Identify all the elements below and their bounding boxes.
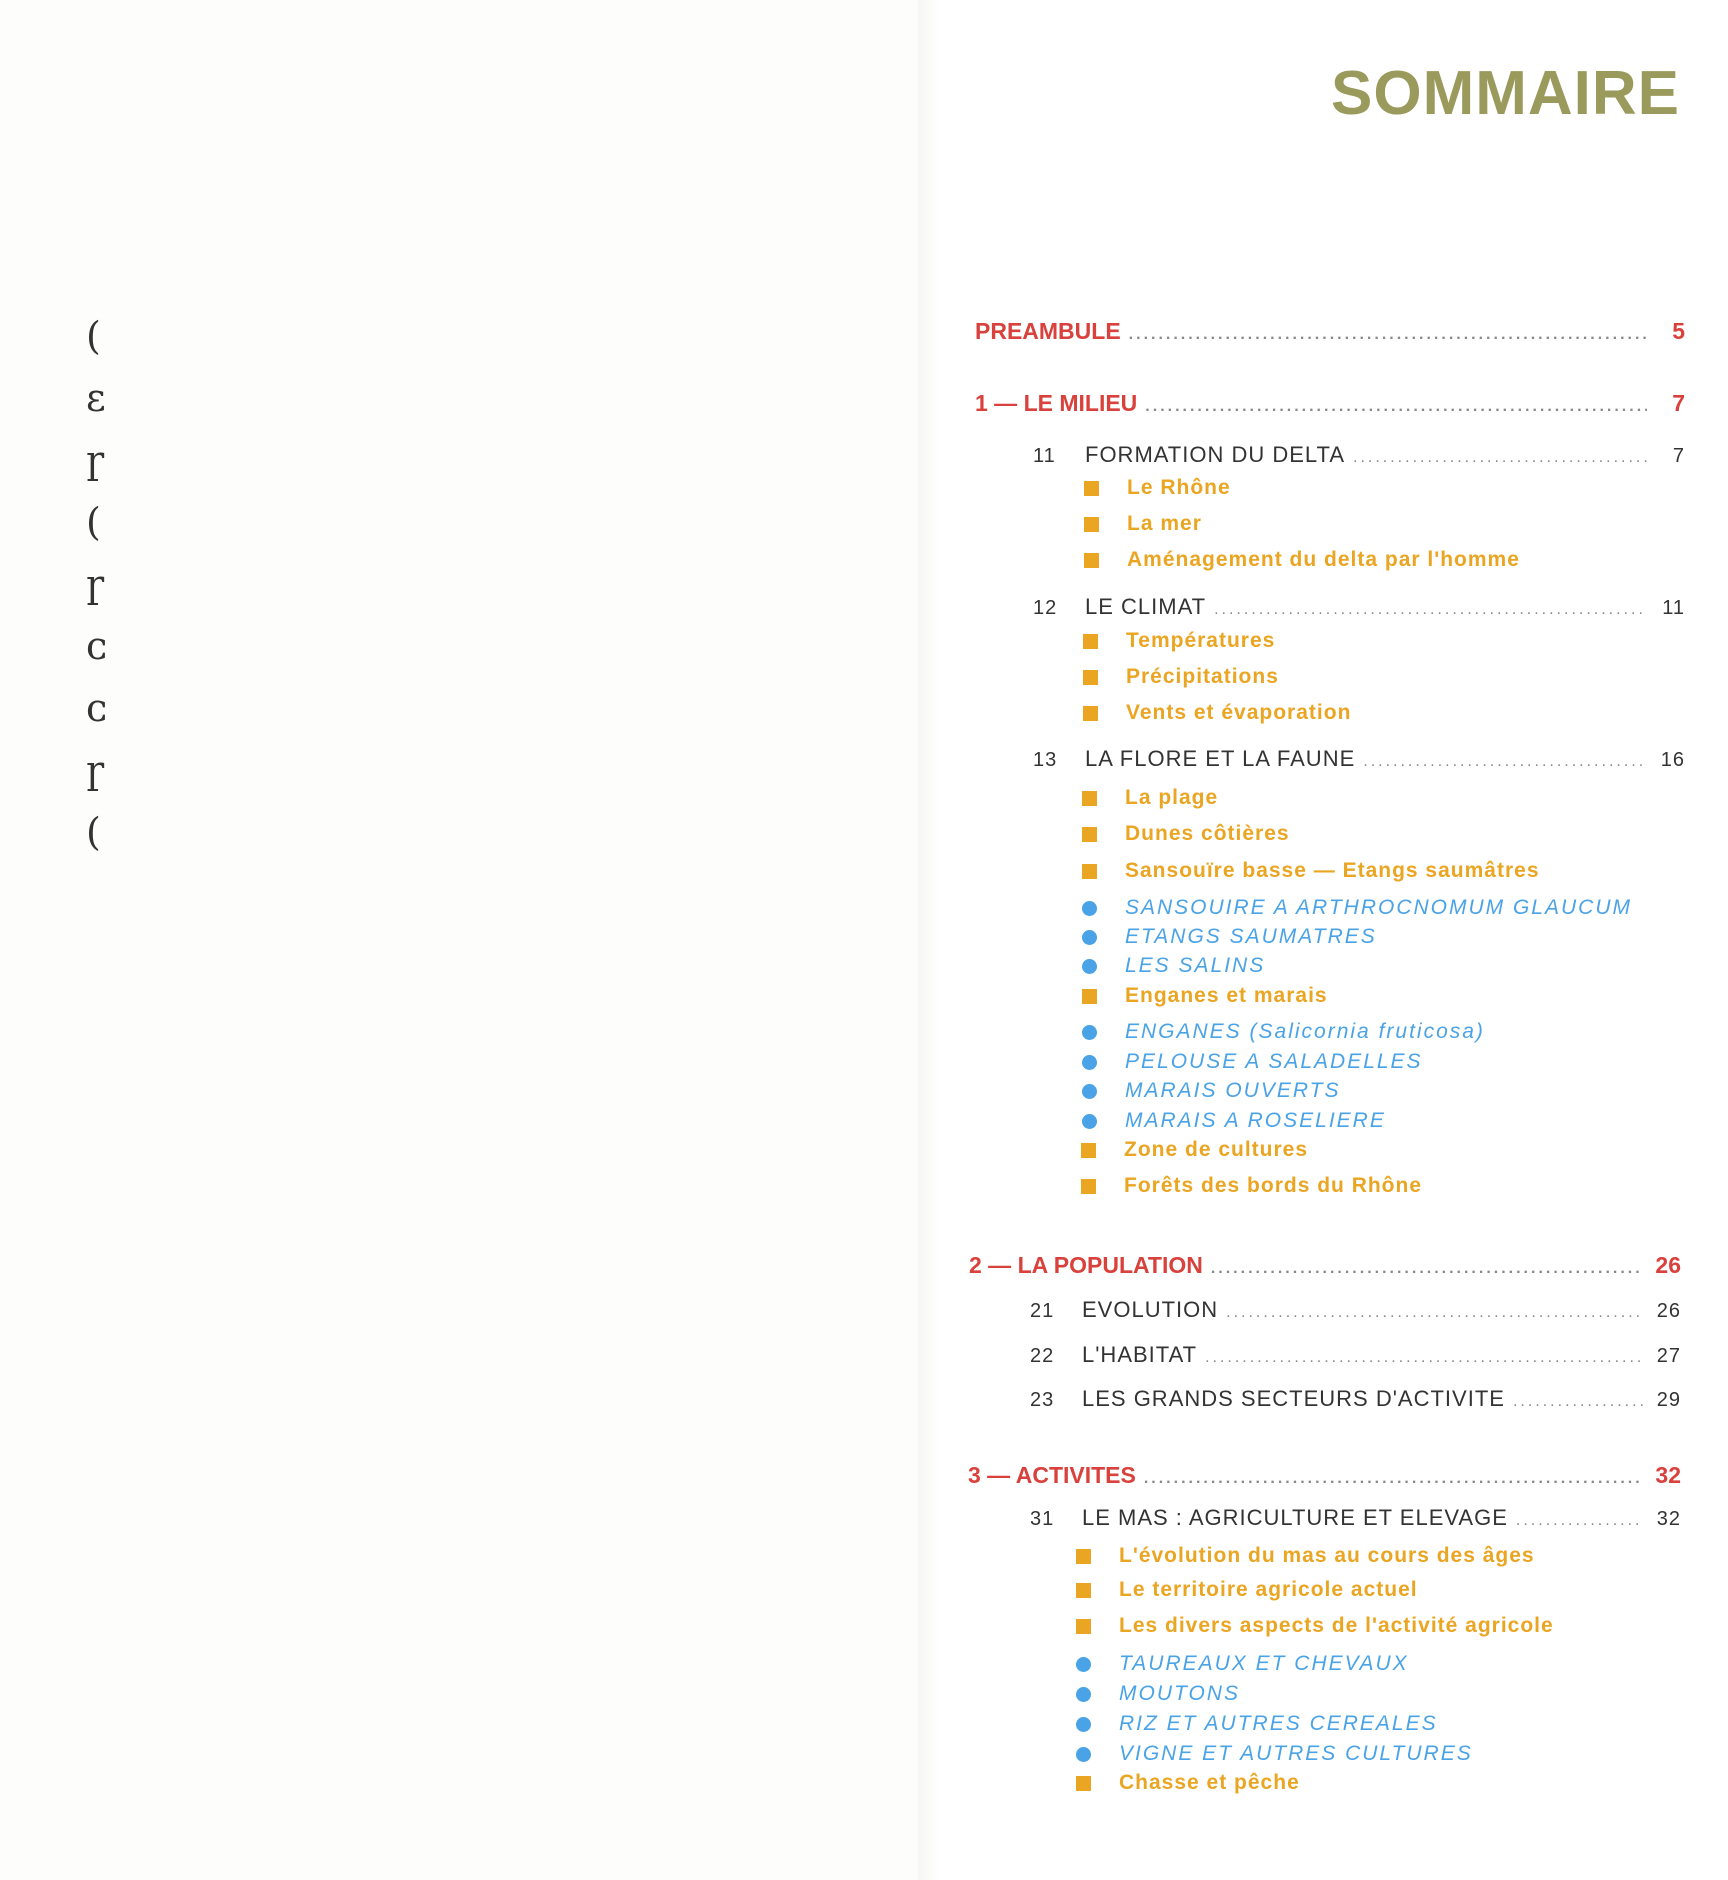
- toc-part-activites[interactable]: [968, 1462, 1681, 1489]
- subitem-label: PELOUSE A SALADELLES: [1125, 1050, 1423, 1073]
- toc-subitem[interactable]: [1082, 896, 1632, 920]
- item-label: Zone de cultures: [1124, 1138, 1309, 1161]
- margin-mark: ɼ: [86, 438, 105, 482]
- dot-leader: [1214, 601, 1647, 619]
- page-number: 26: [1656, 1300, 1681, 1322]
- toc-item[interactable]: [1076, 1544, 1535, 1568]
- page-number: 32: [1655, 1462, 1681, 1488]
- part-label: 1 — LE MILIEU: [975, 390, 1138, 416]
- book-gutter: [918, 0, 940, 1880]
- section-label: LA FLORE ET LA FAUNE: [1085, 746, 1356, 771]
- toc-part-la-population[interactable]: [969, 1252, 1681, 1279]
- toc-item[interactable]: [1084, 548, 1520, 572]
- circle-bullet-icon: [1082, 1025, 1097, 1040]
- section-label: L'HABITAT: [1082, 1342, 1198, 1367]
- margin-mark: (: [86, 314, 101, 358]
- circle-bullet-icon: [1082, 1114, 1097, 1129]
- page-number: 26: [1655, 1252, 1681, 1278]
- toc-item[interactable]: [1082, 984, 1328, 1008]
- subitem-label: SANSOUIRE A ARTHROCNOMUM GLAUCUM: [1125, 896, 1632, 919]
- page-number: 11: [1662, 597, 1685, 619]
- dot-leader: [1353, 449, 1647, 467]
- margin-mark: (: [86, 810, 101, 854]
- toc-item[interactable]: [1084, 476, 1231, 500]
- toc-subitem[interactable]: [1082, 1109, 1386, 1133]
- square-bullet-icon: [1082, 989, 1097, 1004]
- item-label: Dunes côtières: [1125, 822, 1290, 845]
- toc-section-21[interactable]: [1030, 1297, 1681, 1323]
- toc-section-11[interactable]: [1033, 442, 1685, 468]
- square-bullet-icon: [1082, 864, 1097, 879]
- square-bullet-icon: [1076, 1549, 1091, 1564]
- circle-bullet-icon: [1076, 1657, 1091, 1672]
- dot-leader: [1129, 326, 1647, 344]
- toc-item[interactable]: [1082, 786, 1218, 810]
- item-label: Forêts des bords du Rhône: [1124, 1174, 1423, 1197]
- toc-item[interactable]: [1084, 512, 1202, 536]
- subitem-label: LES SALINS: [1125, 954, 1266, 977]
- item-label: Aménagement du delta par l'homme: [1127, 548, 1520, 571]
- toc-section-22[interactable]: [1030, 1342, 1681, 1368]
- toc-item[interactable]: [1083, 701, 1351, 725]
- toc-subitem[interactable]: [1076, 1652, 1409, 1676]
- dot-leader: [1516, 1512, 1643, 1530]
- item-label: Sansouïre basse — Etangs saumâtres: [1125, 859, 1540, 882]
- square-bullet-icon: [1083, 706, 1098, 721]
- circle-bullet-icon: [1076, 1687, 1091, 1702]
- toc-subitem[interactable]: [1076, 1712, 1438, 1736]
- circle-bullet-icon: [1082, 1084, 1097, 1099]
- toc-section-31[interactable]: [1030, 1505, 1681, 1531]
- margin-mark: ɛ: [86, 376, 106, 420]
- square-bullet-icon: [1084, 553, 1099, 568]
- square-bullet-icon: [1082, 791, 1097, 806]
- square-bullet-icon: [1083, 634, 1098, 649]
- subitem-label: ETANGS SAUMATRES: [1125, 925, 1377, 948]
- toc-section-12[interactable]: [1033, 594, 1685, 620]
- subitem-label: MARAIS A ROSELIERE: [1125, 1109, 1386, 1132]
- toc-subitem[interactable]: [1076, 1682, 1240, 1706]
- circle-bullet-icon: [1082, 901, 1097, 916]
- item-label: Précipitations: [1126, 665, 1279, 688]
- section-label: LE MAS : AGRICULTURE ET ELEVAGE: [1082, 1505, 1508, 1530]
- section-label: FORMATION DU DELTA: [1085, 442, 1345, 467]
- item-label: Enganes et marais: [1125, 984, 1328, 1007]
- toc-subitem[interactable]: [1082, 954, 1265, 978]
- part-label: 2 — LA POPULATION: [969, 1252, 1203, 1278]
- page-number: 5: [1672, 318, 1685, 344]
- part-label: 3 — ACTIVITES: [968, 1462, 1136, 1488]
- subitem-label: TAUREAUX ET CHEVAUX: [1119, 1652, 1409, 1675]
- toc-item[interactable]: [1081, 1174, 1422, 1198]
- toc-subitem[interactable]: [1082, 1079, 1340, 1103]
- dot-leader: [1144, 1470, 1643, 1488]
- square-bullet-icon: [1076, 1619, 1091, 1634]
- section-number: 22: [1030, 1345, 1055, 1367]
- page-number: 29: [1656, 1389, 1681, 1411]
- toc-item[interactable]: [1082, 859, 1540, 883]
- circle-bullet-icon: [1076, 1717, 1091, 1732]
- margin-mark: ɼ: [86, 562, 105, 606]
- section-label: LES GRANDS SECTEURS D'ACTIVITE: [1082, 1386, 1505, 1411]
- circle-bullet-icon: [1076, 1747, 1091, 1762]
- section-number: 31: [1030, 1508, 1055, 1530]
- toc-part-preambule[interactable]: [975, 318, 1685, 345]
- toc-subitem[interactable]: [1082, 925, 1377, 949]
- item-label: Les divers aspects de l'activité agricole: [1119, 1614, 1554, 1637]
- item-label: Chasse et pêche: [1119, 1771, 1300, 1794]
- page-number: 16: [1660, 749, 1685, 771]
- toc-part-le-milieu[interactable]: [975, 390, 1685, 417]
- item-label: Températures: [1126, 629, 1276, 652]
- toc-item[interactable]: [1083, 665, 1279, 689]
- toc-subitem[interactable]: [1082, 1020, 1485, 1044]
- item-label: La plage: [1125, 786, 1219, 809]
- dot-leader: [1205, 1349, 1643, 1367]
- dot-leader: [1211, 1260, 1643, 1278]
- subitem-label: ENGANES (Salicornia fruticosa): [1125, 1020, 1485, 1043]
- section-label: EVOLUTION: [1082, 1297, 1219, 1322]
- toc-item[interactable]: [1083, 629, 1275, 653]
- subitem-label: VIGNE ET AUTRES CULTURES: [1119, 1742, 1473, 1765]
- toc-section-23[interactable]: [1030, 1386, 1681, 1412]
- item-label: Le Rhône: [1127, 476, 1231, 499]
- margin-mark: ᴄ: [86, 686, 108, 730]
- margin-mark: ɼ: [86, 748, 105, 792]
- section-number: 13: [1033, 749, 1058, 771]
- section-number: 23: [1030, 1389, 1055, 1411]
- section-number: 12: [1033, 597, 1058, 619]
- dot-leader: [1513, 1393, 1643, 1411]
- toc-subitem[interactable]: [1082, 1050, 1423, 1074]
- page-number: 7: [1672, 390, 1685, 416]
- square-bullet-icon: [1076, 1776, 1091, 1791]
- circle-bullet-icon: [1082, 930, 1097, 945]
- square-bullet-icon: [1084, 481, 1099, 496]
- square-bullet-icon: [1081, 1179, 1096, 1194]
- item-label: L'évolution du mas au cours des âges: [1119, 1544, 1535, 1567]
- square-bullet-icon: [1083, 670, 1098, 685]
- margin-mark: (: [86, 500, 101, 544]
- toc-subitem[interactable]: [1076, 1742, 1473, 1766]
- square-bullet-icon: [1076, 1583, 1091, 1598]
- margin-mark: ᴄ: [86, 624, 108, 668]
- toc-section-13[interactable]: [1033, 746, 1685, 772]
- page-number: 32: [1656, 1508, 1681, 1530]
- dot-leader: [1145, 398, 1647, 416]
- subitem-label: MOUTONS: [1119, 1682, 1240, 1705]
- margin-handwriting: [86, 305, 126, 863]
- toc-item[interactable]: [1076, 1614, 1554, 1638]
- item-label: Vents et évaporation: [1126, 701, 1352, 724]
- section-label: LE CLIMAT: [1085, 594, 1207, 619]
- page-title: SOMMAIRE: [1331, 59, 1680, 128]
- page-number: 27: [1656, 1345, 1681, 1367]
- square-bullet-icon: [1084, 517, 1099, 532]
- circle-bullet-icon: [1082, 959, 1097, 974]
- section-number: 21: [1030, 1300, 1055, 1322]
- subitem-label: MARAIS OUVERTS: [1125, 1079, 1341, 1102]
- dot-leader: [1363, 753, 1647, 771]
- dot-leader: [1226, 1304, 1643, 1322]
- circle-bullet-icon: [1082, 1055, 1097, 1070]
- toc-item[interactable]: [1076, 1771, 1300, 1795]
- subitem-label: RIZ ET AUTRES CEREALES: [1119, 1712, 1438, 1735]
- part-label: PREAMBULE: [975, 318, 1121, 344]
- page-number: 7: [1672, 445, 1685, 467]
- toc-item[interactable]: [1076, 1578, 1418, 1602]
- item-label: Le territoire agricole actuel: [1119, 1578, 1418, 1601]
- section-number: 11: [1033, 445, 1056, 467]
- toc-item[interactable]: [1081, 1138, 1308, 1162]
- item-label: La mer: [1127, 512, 1202, 535]
- toc-item[interactable]: [1082, 822, 1290, 846]
- square-bullet-icon: [1082, 827, 1097, 842]
- square-bullet-icon: [1081, 1143, 1096, 1158]
